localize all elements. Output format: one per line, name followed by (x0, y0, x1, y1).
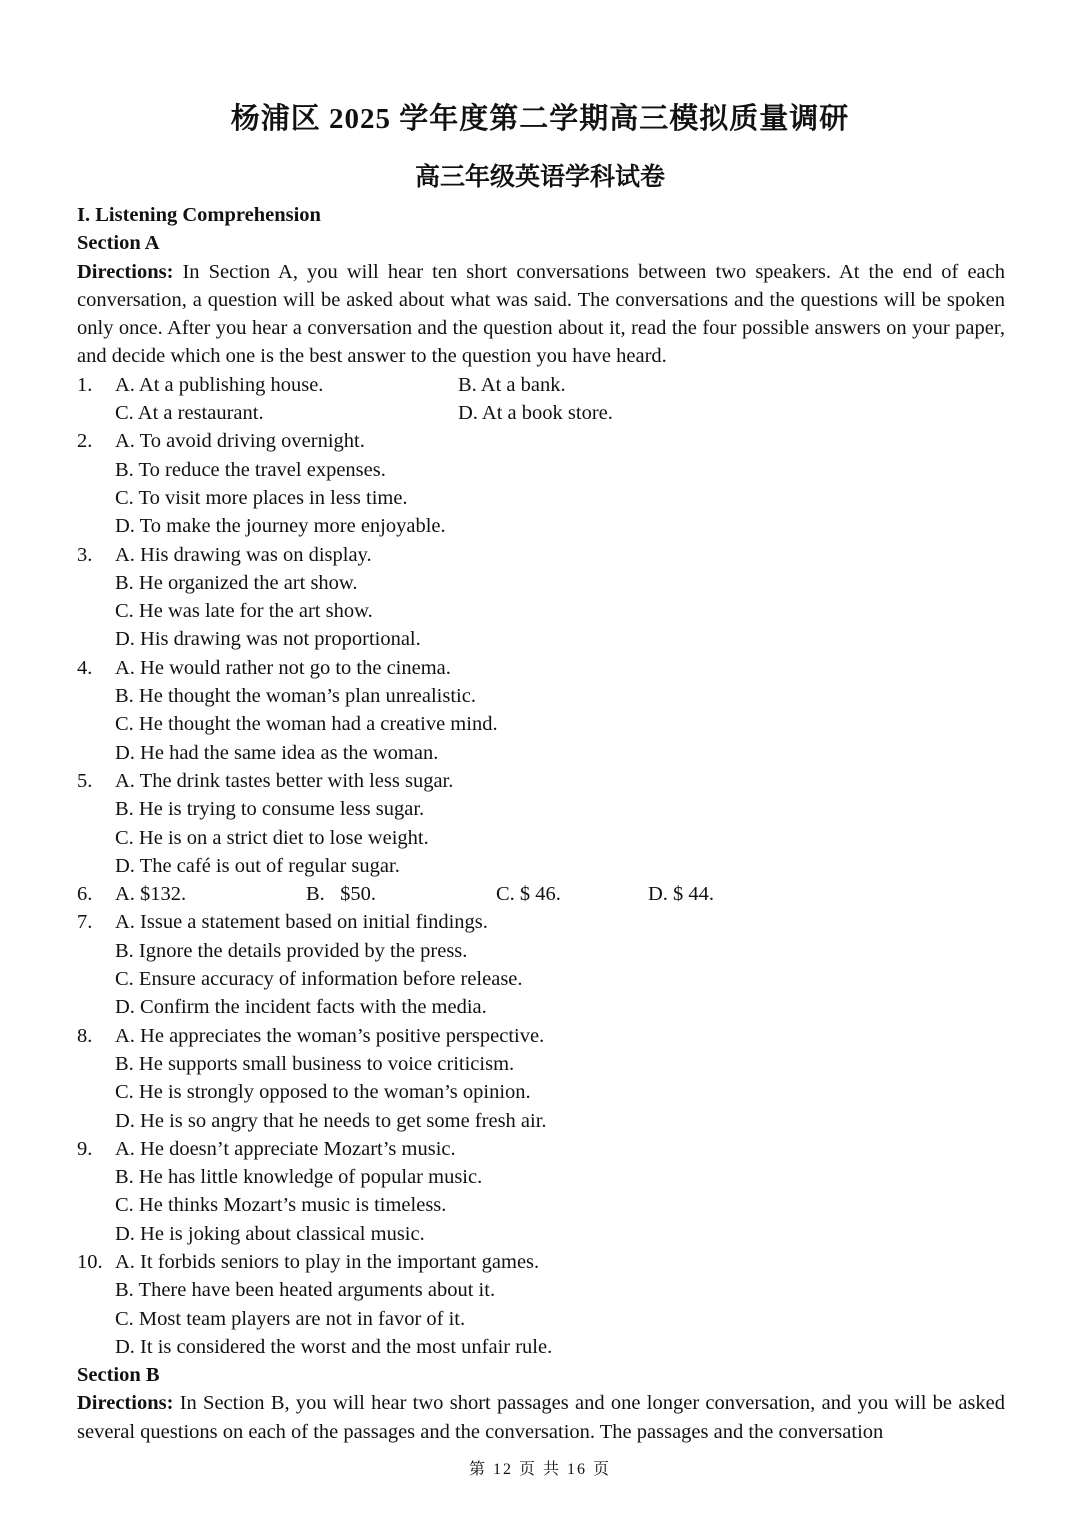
question-number: 7. (77, 911, 93, 934)
option-row (77, 993, 1005, 1021)
option-row (77, 1050, 1005, 1078)
question-number: 5. (77, 769, 93, 792)
question-6 (77, 880, 1005, 908)
option-a: A. Issue a statement based on initial findings. (115, 911, 488, 934)
question-2 (77, 427, 1005, 455)
part-heading: I. Listening Comprehension (77, 204, 321, 226)
option-row (77, 597, 1005, 625)
section-b-directions (77, 1389, 1005, 1446)
directions-text: In Section B, you will hear two short passages and one longer conversation, and you will be asked several questions on each of the passages and the conversation. The passages and the conversation (77, 1392, 1005, 1443)
option-a: A. He appreciates the woman’s positive perspective. (115, 1024, 545, 1047)
question-1-row-2 (77, 399, 1005, 427)
option-a: A. It forbids seniors to play in the important games. (115, 1250, 540, 1273)
option-b: B. Ignore the details provided by the press. (115, 939, 468, 962)
option-b: B. He supports small business to voice criticism. (115, 1052, 515, 1075)
option-row (77, 569, 1005, 597)
option-row (77, 512, 1005, 540)
option-c: C. At a restaurant. (115, 402, 264, 425)
page-subtitle: 高三年级英语学科试卷 (414, 164, 665, 191)
option-row (77, 739, 1005, 767)
question-9 (77, 1135, 1005, 1163)
question-10 (77, 1248, 1005, 1276)
option-c: C. Ensure accuracy of information before release. (115, 968, 523, 991)
question-4 (77, 654, 1005, 682)
option-b: B. He organized the art show. (115, 571, 358, 594)
question-3 (77, 541, 1005, 569)
option-row (77, 1191, 1005, 1219)
option-a: A. The drink tastes better with less sugar. (115, 769, 454, 792)
question-5 (77, 767, 1005, 795)
option-c: C. He thinks Mozart’s music is timeless. (115, 1194, 447, 1217)
option-b: B. To reduce the travel expenses. (115, 458, 386, 481)
option-a: A. At a publishing house. (115, 373, 324, 396)
option-d: D. Confirm the incident facts with the media. (115, 996, 487, 1019)
option-c: C. He is strongly opposed to the woman’s opinion. (115, 1081, 531, 1104)
option-row (77, 484, 1005, 512)
option-row (77, 682, 1005, 710)
option-d: D. It is considered the worst and the most unfair rule. (115, 1335, 553, 1358)
option-row (77, 852, 1005, 880)
option-row (77, 1333, 1005, 1361)
page-footer: 第 12 页 共 16 页 (468, 1461, 611, 1478)
option-b: B. He is trying to consume less sugar. (115, 798, 425, 821)
option-c: C. $ 46. (496, 883, 561, 906)
option-row (77, 937, 1005, 965)
option-d: D. $ 44. (648, 883, 715, 906)
option-row (77, 1220, 1005, 1248)
option-b: B. $50. (306, 883, 377, 906)
option-row (77, 1276, 1005, 1304)
option-row (77, 456, 1005, 484)
option-row (77, 824, 1005, 852)
option-d: D. He had the same idea as the woman. (115, 741, 439, 764)
option-row (77, 625, 1005, 653)
page-title: 杨浦区 2025 学年度第二学期高三模拟质量调研 (230, 103, 850, 135)
question-1 (77, 371, 1005, 399)
option-a: A. He would rather not go to the cinema. (115, 656, 451, 679)
option-c: C. He was late for the art show. (115, 600, 373, 623)
question-number: 4. (77, 656, 93, 679)
exam-content (77, 201, 1005, 1446)
option-row (77, 1305, 1005, 1333)
option-c: C. To visit more places in less time. (115, 486, 408, 509)
option-row (77, 965, 1005, 993)
option-c: C. He thought the woman had a creative mind. (115, 713, 498, 736)
directions-label: Directions: (77, 1392, 174, 1415)
question-number: 2. (77, 430, 93, 453)
section-a-directions (77, 258, 1005, 371)
option-b: B. There have been heated arguments about it. (115, 1279, 496, 1302)
option-d: D. His drawing was not proportional. (115, 628, 421, 651)
option-row (77, 795, 1005, 823)
option-b: B. At a bank. (458, 373, 566, 396)
section-a-heading: Section A (77, 232, 160, 255)
option-row (77, 1163, 1005, 1191)
directions-text: In Section A, you will hear ten short conversations between two speakers. At the end of each conversation, a question will be asked about what was said. The conversations and the questions will be spoken only once. After you hear a conversation and the question about it, read the four possible answers on your paper, and decide which one is the best answer to the question you have heard. (77, 260, 1005, 368)
question-number: 9. (77, 1137, 93, 1160)
option-row (77, 1078, 1005, 1106)
question-8 (77, 1022, 1005, 1050)
option-b: B. He thought the woman’s plan unrealistic. (115, 685, 476, 708)
option-a: A. $132. (115, 883, 187, 906)
option-d: D. He is joking about classical music. (115, 1222, 425, 1245)
section-b-heading: Section B (77, 1364, 160, 1387)
option-d: D. To make the journey more enjoyable. (115, 515, 446, 538)
option-d: D. At a book store. (458, 402, 613, 425)
option-b: B. He has little knowledge of popular music. (115, 1166, 483, 1189)
directions-label: Directions: (77, 260, 174, 283)
option-c: C. He is on a strict diet to lose weight. (115, 826, 429, 849)
option-row (77, 1107, 1005, 1135)
question-7 (77, 908, 1005, 936)
option-d: D. He is so angry that he needs to get some fresh air. (115, 1109, 547, 1132)
question-number: 3. (77, 543, 93, 566)
option-a: A. His drawing was on display. (115, 543, 372, 566)
question-number: 10. (77, 1250, 103, 1273)
option-a: A. He doesn’t appreciate Mozart’s music. (115, 1137, 456, 1160)
question-number: 8. (77, 1024, 93, 1047)
option-d: D. The café is out of regular sugar. (115, 854, 400, 877)
option-c: C. Most team players are not in favor of it. (115, 1307, 466, 1330)
question-number: 1. (77, 373, 93, 396)
option-row (77, 710, 1005, 738)
question-number: 6. (77, 883, 93, 906)
option-a: A. To avoid driving overnight. (115, 430, 365, 453)
